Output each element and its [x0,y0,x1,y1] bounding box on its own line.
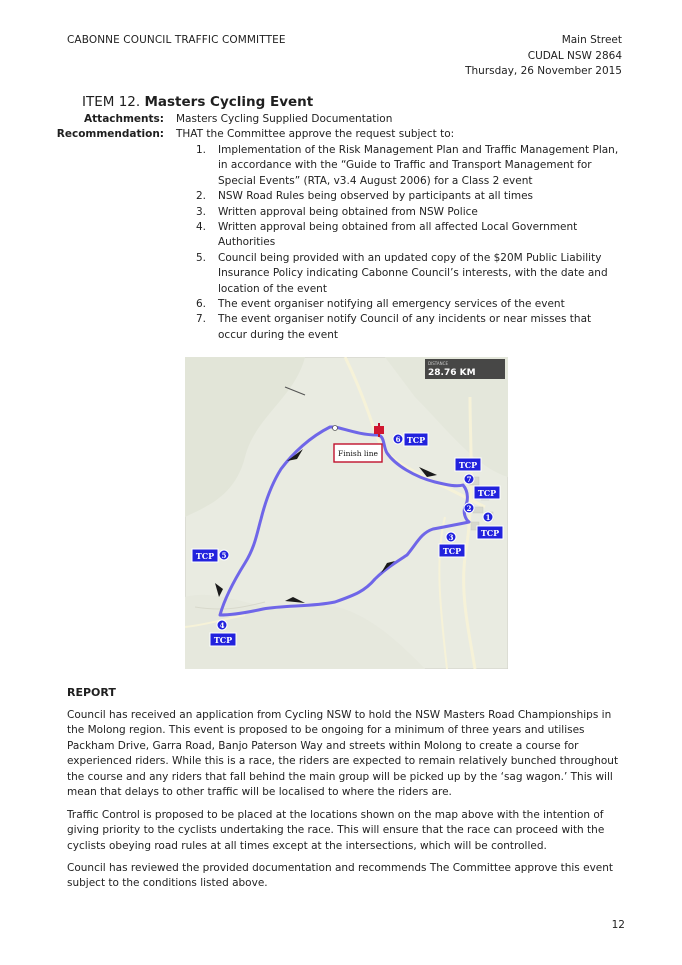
svg-text:TCP: TCP [442,546,462,556]
item-number: ITEM 12. [82,94,141,110]
svg-text:TCP: TCP [458,460,478,470]
header-organisation: CABONNE COUNCIL TRAFFIC COMMITTEE [67,34,286,46]
header-town: CUDAL NSW 2864 [527,49,622,62]
svg-text:4: 4 [219,621,225,630]
condition-item: 3. Written approval being obtained from NSW Police [196,205,478,218]
distance-value: 28.76 KM [428,368,476,378]
svg-text:TCP: TCP [406,435,426,445]
svg-text:7: 7 [466,475,472,484]
header-street: Main Street [561,34,622,46]
item-title: Masters Cycling Event [144,94,314,110]
recommendation-label: Recommendation: [56,128,164,140]
report-heading: REPORT [67,686,116,699]
condition-item: 4. Written approval being obtained from all affected Local Government Authorities [196,221,578,249]
condition-item: 1. Implementation of the Risk Management Plan and Traffic Management Plan, in accordance with the “Guide to Traffic and Transport Management for Special Events” (RTA, v3.4 August 2006) for a Class 2 event [196,144,619,187]
svg-text:5: 5 [221,551,227,560]
condition-item: 5. Council being provided with an updated copy of the $20M Public Liability Insurance Policy indicating Cabonne Council’s interests, with the date and location of the event [196,251,608,295]
svg-text:TCP: TCP [477,488,497,498]
header-address [465,33,622,80]
attachments-label: Attachments: [84,113,164,125]
recommendation-intro: THAT the Committee approve the request subject to: [176,128,455,140]
distance-label: DISTANCE [428,361,448,366]
svg-text:6: 6 [395,435,401,444]
report-paragraph-2: Traffic Control is proposed to be placed at the locations shown on the map above with the intention of giving priority to the cyclists undertaking the race. This will ensure that the race can proceed with the cyclists obeying road rules at all times except at the intersections, which will be controlled. [67,809,605,852]
svg-text:TCP: TCP [480,528,500,538]
header-date: Thursday, 26 November 2015 [465,65,622,77]
conditions-list [196,143,621,343]
tcp-marker-5 [192,549,229,562]
condition-item: 2. NSW Road Rules being observed by participants at all times [196,190,534,203]
svg-text:3: 3 [448,533,454,542]
condition-item: 7. The event organiser notify Council of any incidents or near misses that occur during the event [196,313,592,341]
course-map [185,357,508,669]
attachments-value: Masters Cycling Supplied Documentation [176,113,393,125]
page-number: 12 [611,919,625,931]
item-heading [82,94,313,110]
finish-label: Finish line [338,449,378,458]
tcp-marker-6 [393,433,428,446]
svg-text:2: 2 [466,504,472,513]
condition-item: 6. The event organiser notifying all emergency services of the event [196,298,565,311]
report-paragraph-1: Council has received an application from Cycling NSW to hold the NSW Masters Road Championships in the Molong region. This event is proposed to be ongoing for a minimum of three years and utilises Packham Drive, Garra Road, Banjo Paterson Way and streets within Molong to create a course for experienced riders. While this is a race, the riders are expected to remain relatively bunched throughout the course and any riders that fall behind the main group will be picked up by the ‘sag wagon.’ This will mean that delays to other traffic will be localised to where the riders are. [67,709,619,799]
report-paragraph-3: Council has reviewed the provided documentation and recommends The Committee approve this event subject to the conditions listed above. [67,862,614,890]
svg-text:TCP: TCP [213,635,233,645]
svg-text:1: 1 [485,513,491,522]
svg-text:TCP: TCP [195,551,215,561]
